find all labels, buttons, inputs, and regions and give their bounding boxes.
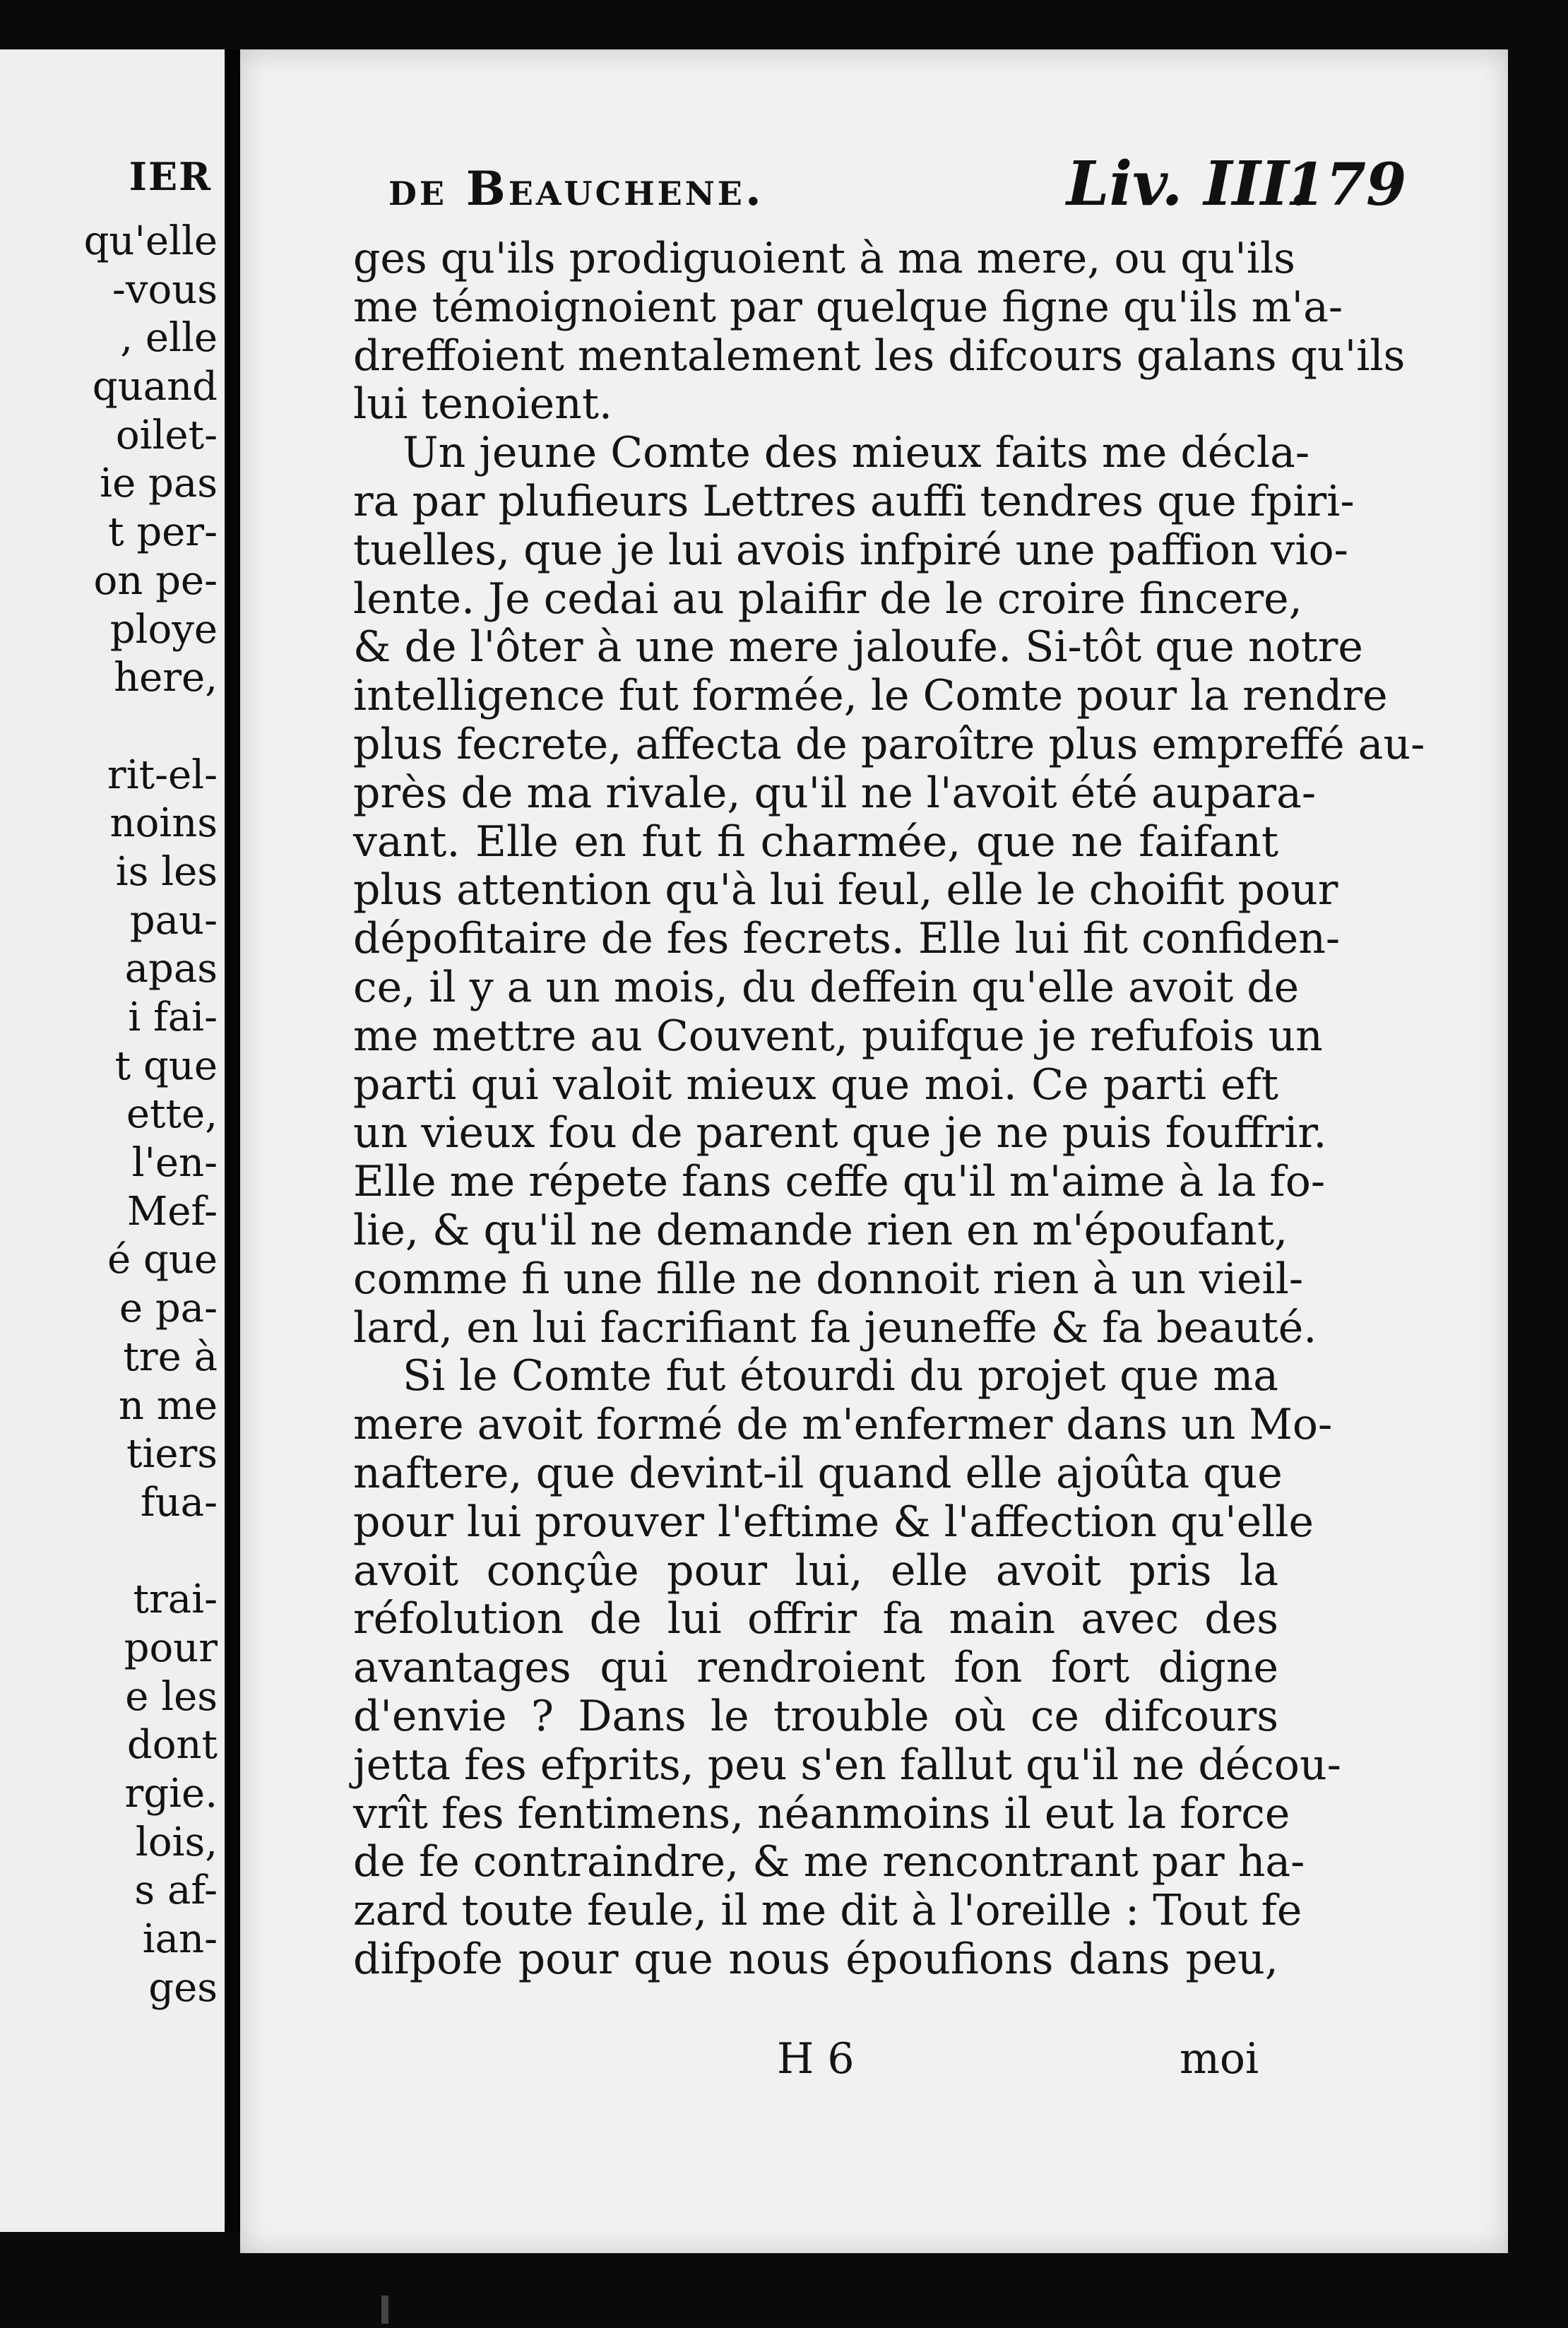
text-line: tuelles, que je lui avois infpiré une paffion vio- [353,525,1348,575]
text-line: parti qui valoit mieux que moi. Ce parti eft [353,1059,1278,1110]
left-line: oilet- [115,412,218,458]
left-line: apas [124,946,218,992]
text-line: jetta fes efprits, peu s'en fallut qu'il ne décou- [353,1740,1341,1790]
text-line: Un jeune Comte des mieux faits me décla- [403,428,1310,478]
left-line: here, [114,655,218,701]
left-line [84,703,218,752]
left-line: rgie. [124,1771,218,1817]
text-line: dépofitaire de fes fecrets. Elle lui fit confiden- [353,914,1341,964]
left-line: quand [92,364,218,410]
left-line: i fai- [128,994,218,1040]
text-line: vant. Elle en fut fi charmée, que ne faifant [353,816,1278,867]
text-line: zard toute feule, il me dit à l'oreille : Tout fe [353,1886,1302,1936]
body-text [353,234,1425,1984]
left-line: ploye [109,606,218,653]
text-line: un vieux fou de parent que je ne puis fouffrir. [353,1108,1327,1158]
text-line: avoit conçûe pour lui, elle avoit pris la [353,1545,1278,1596]
left-line: tiers [126,1431,218,1478]
text-line: & de l'ôter à une mere jaloufe. Si-tôt que notre [353,622,1363,672]
left-line: pour [124,1625,218,1671]
left-line: e pa- [119,1285,218,1332]
text-line: Si le Comte fut étourdi du projet que ma [403,1351,1278,1401]
left-line: t que [114,1043,218,1089]
left-line: fua- [140,1479,218,1526]
left-line: l'en- [131,1140,218,1187]
text-line: dreffoient mentalement les difcours galans qu'ils [353,331,1406,381]
text-line: de fe contraindre, & me rencontrant par ha- [353,1837,1305,1887]
left-line: e les [125,1673,218,1720]
left-line: ian- [142,1916,218,1963]
left-line: n me [118,1382,218,1429]
text-line: me mettre au Couvent, puifque je refufois un [353,1011,1323,1061]
left-line: on pe- [93,557,218,604]
text-line: près de ma rivale, qu'il ne l'avoit été aupara- [353,768,1317,818]
right-page [240,49,1508,2253]
text-line: lard, en lui facrifiant fa jeuneffe & fa beauté. [353,1302,1317,1353]
text-line: me témoignoient par quelque figne qu'ils m'a- [353,282,1343,332]
left-line: lois, [135,1819,218,1865]
left-line: ie pas [100,461,218,507]
left-line: s af- [134,1867,218,1914]
left-line [84,1528,218,1576]
left-line: qu'elle [83,218,218,264]
text-line: lie, & qu'il ne demande rien en m'époufant, [353,1205,1288,1255]
running-head-book: Liv. III. [1067,148,1310,220]
left-line: rit-el- [107,752,218,798]
left-text-column [84,218,218,2012]
text-line: plus fecrete, affecta de paroître plus empreffé au- [353,719,1425,769]
text-line: Elle me répete fans ceffe qu'il m'aime à la fo- [353,1157,1326,1207]
text-line: mere avoit formé de m'enfermer dans un Mo- [353,1400,1333,1450]
text-line: difpofe pour que nous époufions dans peu, [353,1934,1278,1984]
left-line: pau- [129,897,218,944]
left-line: trai- [133,1576,218,1623]
text-line: avantages qui rendroient fon fort digne [353,1643,1278,1693]
text-line: ra par plufieurs Lettres auffi tendres que fpiri- [353,476,1355,526]
text-line: naftere, que devint-il quand elle ajoûta que [353,1448,1283,1498]
running-head [388,148,1407,226]
left-line: ges [148,1964,218,2011]
left-line: -vous [112,266,218,313]
text-line: d'envie ? Dans le trouble où ce difcours [353,1691,1278,1741]
left-running-head: IER [129,154,212,199]
left-line: ette, [126,1091,218,1138]
scan-artifact [381,2296,388,2324]
left-line: dont [126,1722,218,1769]
text-line: ce, il y a un mois, du deffein qu'elle avoit de [353,962,1300,1012]
text-line: pour lui prouver l'eftime & l'affection qu'elle [353,1497,1314,1547]
left-line: is les [115,848,218,895]
text-line: lente. Je cedai au plaifir de le croire fincere, [353,574,1302,624]
left-line: é que [107,1237,218,1283]
text-line: ges qu'ils prodiguoient à ma mere, ou qu'ils [353,234,1295,283]
text-line: lui tenoient. [353,379,613,429]
left-line: , elle [120,315,218,362]
left-line: tre à [123,1334,218,1380]
text-line: intelligence fut formée, le Comte pour la rendre [353,671,1388,721]
left-page-fragment [0,49,229,2232]
text-line: plus attention qu'à lui feul, elle le choifit pour [353,865,1338,915]
text-line: réfolution de lui offrir fa main avec des [353,1594,1278,1644]
text-line: vrît fes fentimens, néanmoins il eut la force [353,1788,1290,1839]
signature-mark: H 6 [777,2034,855,2084]
left-line: Mef- [126,1188,218,1235]
left-line: t per- [108,509,218,556]
book-gutter [225,49,240,2232]
catchword: moi [1180,2034,1259,2084]
left-line: noins [109,800,218,847]
running-head-title: de Beauchene. [388,161,764,216]
text-line: comme fi une fille ne donnoit rien à un vieil- [353,1254,1304,1304]
page-number: 179 [1285,151,1407,219]
